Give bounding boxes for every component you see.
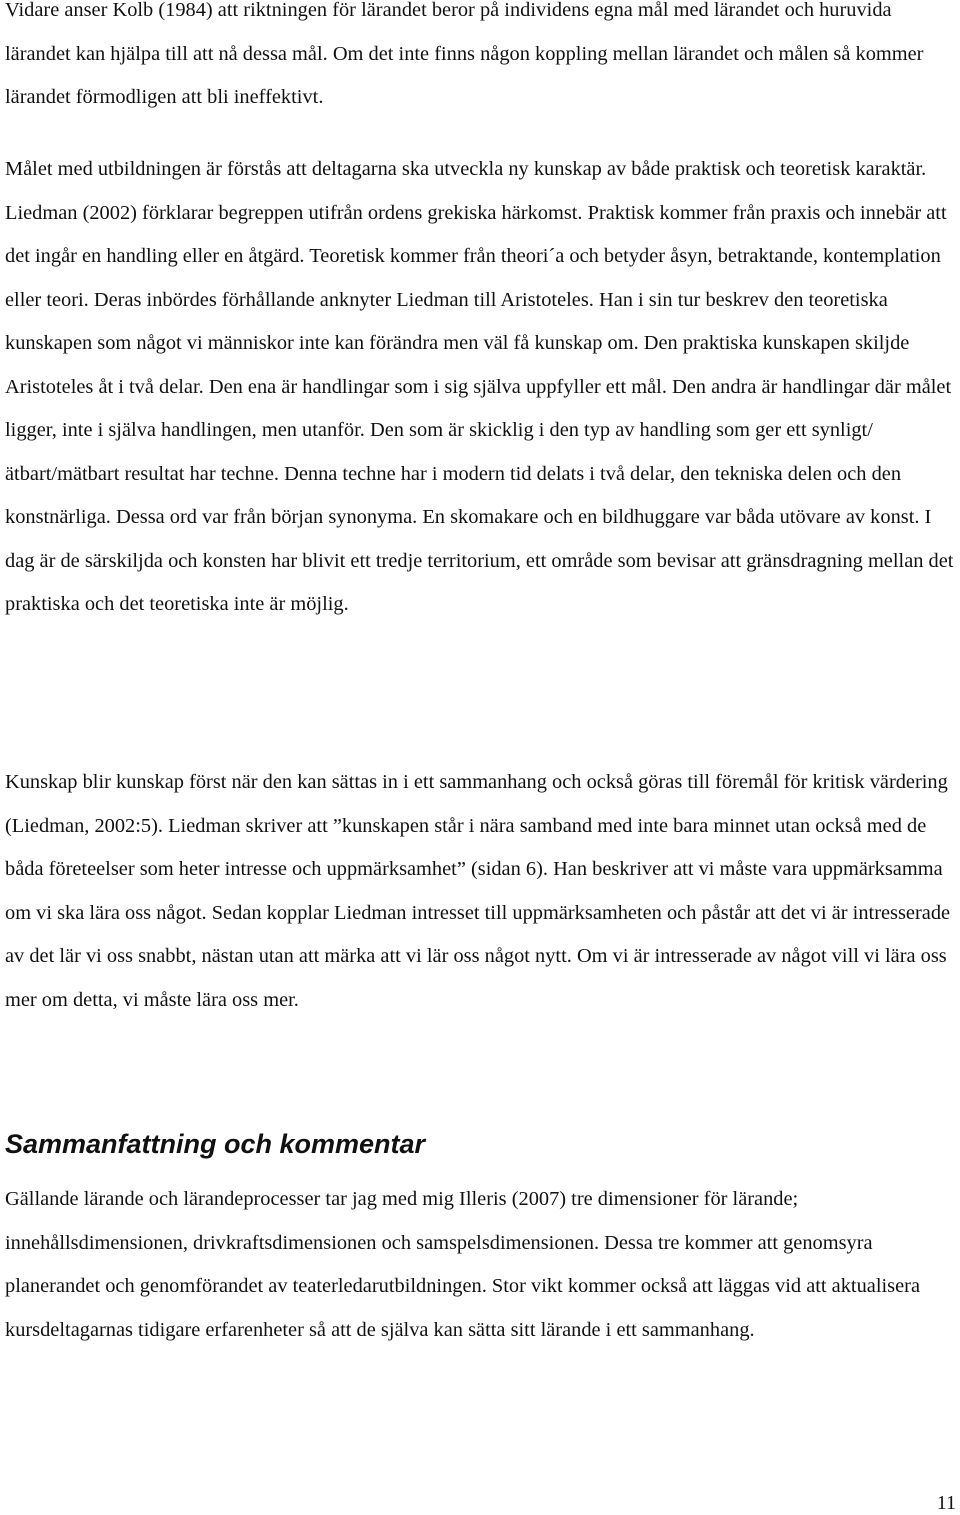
- section-heading: Sammanfattning och kommentar: [5, 1129, 426, 1159]
- paragraph-kolb: Vidare anser Kolb (1984) att riktningen för lärandet beror på individens egna mål med lärandet och huruvida lärandet kan hjälpa till att nå dessa mål. Om det inte finns någon koppling mellan lärandet och målen så kommer lärandet förmodligen att bli ineffektivt.: [5, 0, 924, 108]
- paragraph-sammanfattning: Gällande lärande och lärandeprocesser tar jag med mig Illeris (2007) tre dimensioner för lärande; innehållsdimensionen, drivkraftsdimensionen och samspelsdimensionen. Dessa tre kommer att genomsyra planerandet och genomförandet av teaterledarutbildningen. Stor vikt kommer också att läggas vid att aktualisera kursdeltagarnas tidigare erfarenheter så att de själva kan sätta sitt lärande i ett sammanhang.: [5, 1188, 920, 1341]
- page-number: 11: [936, 1492, 956, 1514]
- paragraph-kunskap: Kunskap blir kunskap först när den kan sättas in i ett sammanhang och också göras till föremål för kritisk värdering (Liedman, 2002:5). Liedman skriver att ”kunskapen står i nära samband med inte bara minnet utan också med de båda företeelser som heter intresse och uppmärksamhet” (sidan 6). Han beskriver att vi måste vara uppmärksamma om vi ska lära oss något. Sedan kopplar Liedman intresset till uppmärksamheten och påstår att det vi är intresserade av det lär vi oss snabbt, nästan utan att märka att vi lär oss något nytt. Om vi är intresserade av något vill vi lära oss mer om detta, vi måste lära oss mer.: [5, 771, 951, 1011]
- paragraph-praktisk-teoretisk: Målet med utbildningen är förstås att deltagarna ska utveckla ny kunskap av både praktisk och teoretisk karaktär. Liedman (2002) förklarar begreppen utifrån ordens grekiska härkomst. Praktisk kommer från praxis och innebär att det ingår en handling eller en åtgärd. Teoretisk kommer från theori´a och betyder åsyn, betraktande, kontemplation eller teori. Deras inbördes förhållande anknyter Liedman till Aristoteles. Han i sin tur beskrev den teoretiska kunskapen som något vi människor inte kan förändra men väl få kunskap om. Den praktiska kunskapen skiljde Aristoteles åt i två delar. Den ena är handlingar som i sig själva uppfyller ett mål. Den andra är handlingar där målet ligger, inte i själva handlingen, men utanför. Den som är skicklig i den typ av handling som ger ett synligt/ätbart/mätbart resultat har techne. Denna techne har i modern tid delats i två delar, den tekniska delen och den konstnärliga. Dessa ord var från början synonyma. En skomakare och en bildhuggare var båda utövare av konst. I dag är de särskiljda och konsten har blivit ett tredje territorium, ett område som bevisar att gränsdragning mellan det praktiska och det teoretiska inte är möjlig.: [5, 158, 954, 615]
